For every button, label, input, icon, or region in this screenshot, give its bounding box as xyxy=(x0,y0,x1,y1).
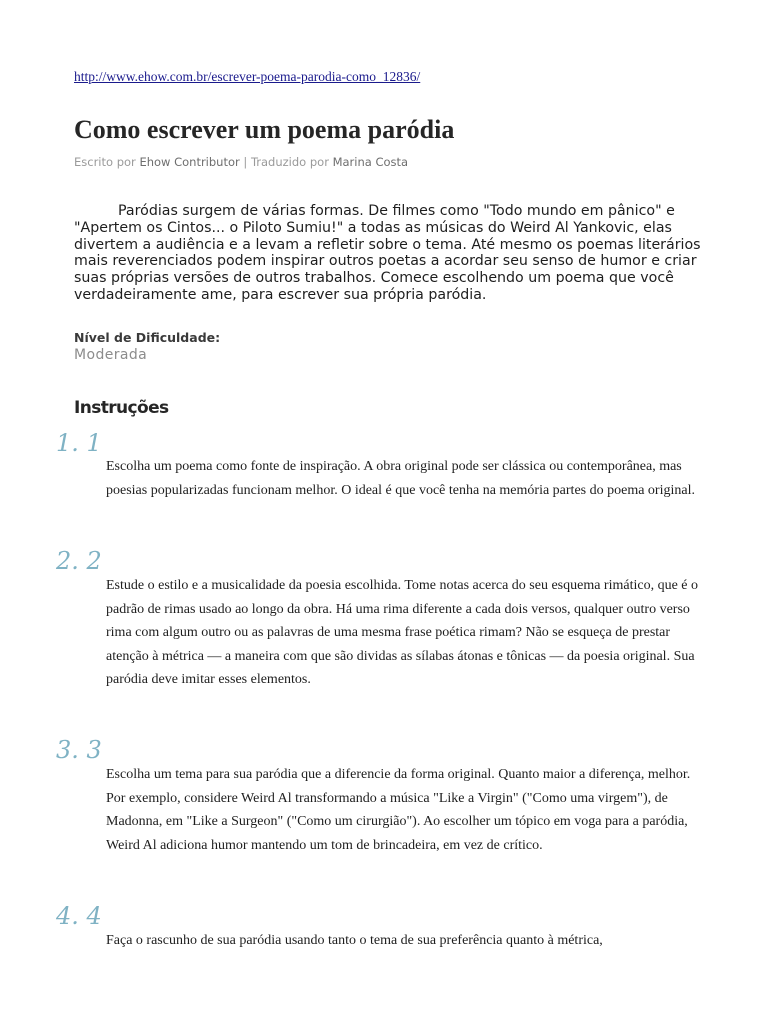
source-url-link[interactable]: http://www.ehow.com.br/escrever-poema-parodia-como_12836/ xyxy=(74,69,421,84)
instructions-heading: Instruções xyxy=(74,398,169,418)
written-by-prefix: Escrito por xyxy=(74,155,136,169)
difficulty-label xyxy=(74,330,220,345)
translator-name: Marina Costa xyxy=(332,155,409,169)
step-text: Escolha um tema para sua paródia que a diferencie da forma original. Quanto maior a diferença, melhor. Por exemplo, considere Weird Al transformando a música "Like a Virgin" ("Como uma virgem"), de Madonna, em "Like a Surgeon" ("Como um cirurgião"). Ao escolher um tópico em voga para a paródia, Weird Al adiciona humor mantendo um tom de brincadeira, em vez de crítico. xyxy=(106,767,691,853)
article-byline xyxy=(74,155,408,169)
byline-separator: | xyxy=(243,155,248,169)
difficulty-label-colon: : xyxy=(215,330,221,345)
step-text: Estude o estilo e a musicalidade da poesia escolhida. Tome notas acerca do seu esquema rimático, que é o padrão de rimas usado ao longo da obra. Há uma rima diferente a cada dois versos, qualquer outro verso rima com algum outro ou as palavras de uma mesma frase poética rimam? Não se esqueça de prestar atenção à métrica — a maneira com que são dividas as sílabas átonas e tônicas — da poesia original. Sua paródia deve imitar esses elementos. xyxy=(106,578,698,687)
translated-by-prefix: Traduzido por xyxy=(250,155,329,169)
author-name: Ehow Contributor xyxy=(139,155,240,169)
step-text: Escolha um poema como fonte de inspiração. A obra original pode ser clássica ou contemporânea, mas poesias popularizadas funcionam melhor. O ideal é que você tenha na memória partes do poema original. xyxy=(106,459,695,498)
step-number: 2. 2 xyxy=(56,547,102,575)
difficulty-value: Moderada xyxy=(74,347,148,363)
article-title: Como escrever um poema paródia xyxy=(74,115,455,144)
article-intro: Paródias surgem de várias formas. De filmes como "Todo mundo em pânico" e "Apertem os Cintos... o Piloto Sumiu!" a todas as músicas do Weird Al Yankovic, elas divertem a audiência e a levam a refletir sobre o tema. Até mesmo os poemas literários mais reverenciados podem inspirar outros poetas a acordar seu senso de humor e criar suas próprias versões de outros trabalhos. Comece escolhendo um poema que você verdadeiramente ame, para escrever sua própria paródia. xyxy=(74,203,701,303)
step-number: 3. 3 xyxy=(56,736,102,764)
step-text: Faça o rascunho de sua paródia usando tanto o tema de sua preferência quanto à métrica, xyxy=(106,933,603,948)
step-number: 1. 1 xyxy=(56,429,102,457)
step-number: 4. 4 xyxy=(56,902,102,930)
difficulty-label-text: Nível de Dificuldade xyxy=(74,330,216,345)
